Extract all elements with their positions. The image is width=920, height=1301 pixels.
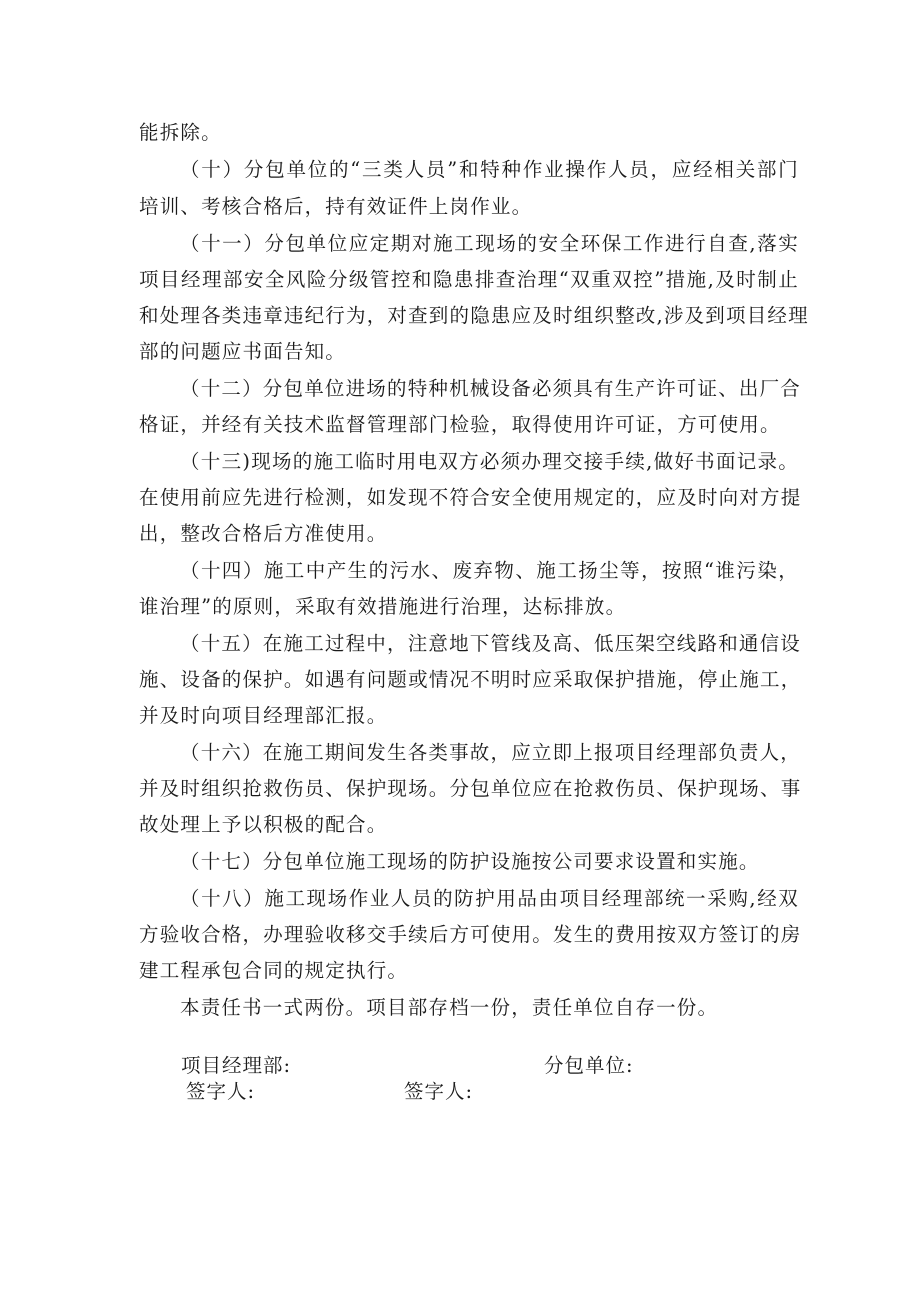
right-signer-label: 签字人: [404,1080,474,1103]
paragraph-line: 项目经理部安全风险分级管控和隐患排查治理“双重双控”措施,及时制止 [139,268,799,291]
paragraph-line: 出，整改合格后方准使用。 [139,522,388,545]
project-dept-label: 项目经理部: [181,1054,292,1077]
paragraph-line: 施、设备的保护。如遇有问题或情况不明时应采取保护措施，停止施工， [139,668,802,691]
paragraph-line: 培训、考核合格后，持有效证件上岗作业。 [139,195,533,218]
paragraph-line: 故处理上予以积极的配合。 [139,813,388,836]
paragraph-line: （十六）在施工期间发生各类事故，应立即上报项目经理部负责人， [180,741,802,764]
paragraph-line: 格证，并经有关技术监督管理部门检验，取得使用许可证，方可使用。 [139,413,781,436]
paragraph-line: （十五）在施工过程中，注意地下管线及高、低压架空线路和通信设 [180,632,802,655]
paragraph-line: 在使用前应先进行检测，如发现不符合安全使用规定的，应及时向对方提 [139,486,802,509]
paragraph-line: 谁治理”的原则，采取有效措施进行治理，达标排放。 [139,595,627,618]
paragraph-line: （十七）分包单位施工现场的防护设施按公司要求设置和实施。 [180,850,760,873]
subcontractor-label: 分包单位: [544,1054,634,1077]
paragraph-line: 建工程承包合同的规定执行。 [139,959,409,982]
paragraph-line: （十）分包单位的“三类人员”和特种作业操作人员，应经相关部门 [180,158,799,181]
paragraph-line: 能拆除。 [139,121,222,144]
paragraph-line: 并及时组织抢救伤员、保护现场。分包单位应在抢救伤员、保护现场、事 [139,777,802,800]
paragraph-line: 并及时向项目经理部汇报。 [139,704,388,727]
paragraph-line: （十二）分包单位进场的特种机械设备必须具有生产许可证、出厂合 [180,377,802,400]
closing-statement: 本责任书一式两份。项目部存档一份，责任单位自存一份。 [180,996,719,1019]
paragraph-line: （十三)现场的施工临时用电双方必须办理交接手续,做好书面记录。 [180,450,799,473]
paragraph-line: （十一）分包单位应定期对施工现场的安全环保工作进行自查,落实 [180,232,799,255]
paragraph-line: 和处理各类违章违纪行为，对查到的隐患应及时组织整改,涉及到项目经理 [139,304,809,327]
paragraph-line: （十四）施工中产生的污水、废弃物、施工扬尘等，按照“谁污染， [180,559,799,582]
paragraph-line: 部的问题应书面告知。 [139,340,347,363]
left-signer-label: 签字人: [186,1080,256,1103]
paragraph-line: （十八）施工现场作业人员的防护用品由项目经理部统一采购,经双 [180,887,799,910]
paragraph-line: 方验收合格，办理验收移交手续后方可使用。发生的费用按双方签订的房 [139,923,802,946]
